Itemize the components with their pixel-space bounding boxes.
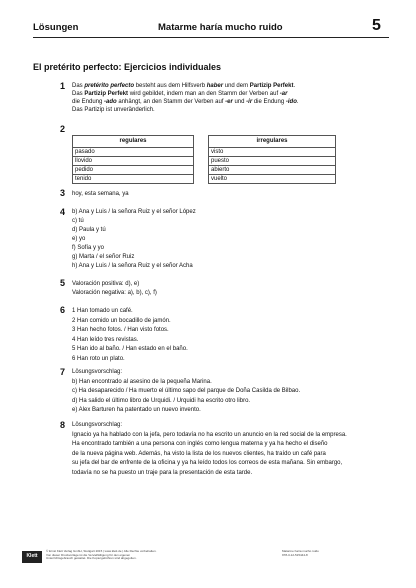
regulares-header: regulares bbox=[73, 136, 194, 148]
exercise-6-number: 6 bbox=[60, 305, 66, 315]
footer-reference: Matarme haría mucho ruido 978-3-12-515444-8 bbox=[282, 549, 319, 557]
list-item: 2 Han comido un bocadillo de jamón. bbox=[72, 317, 171, 324]
exercise-1-number: 1 bbox=[60, 81, 66, 91]
paragraph-line: Ha encontrado también a una persona con inglés como lengua materna y ya ha hecho el diseño bbox=[72, 441, 328, 448]
table-cell: vuelto bbox=[209, 175, 336, 184]
list-item: c) Ha desaparecido / Ha muerto el último sapo del parque de Doña Casilda de Bilbao. bbox=[72, 388, 301, 395]
exercise-7-number: 7 bbox=[60, 367, 66, 377]
table-cell: pasado bbox=[73, 148, 194, 157]
list-item: 5 Han ido al baño. / Han estado en el baño. bbox=[72, 346, 188, 353]
exercise-1-text: Das pretérito perfecto besteht aus dem Hilfsverb haber und dem Partizip Perfekt. Das Partizip Perfekt wird gebildet, indem man an den Stamm der Verben auf -ar die Endung -ado anhängt, an den Stamm der Verben auf -er und -ir die Endung -ido. Das Partizip ist unveränderlich. bbox=[72, 83, 299, 113]
exercise-8-text bbox=[72, 421, 347, 479]
irregulares-table bbox=[208, 135, 336, 184]
paragraph-line: Ignacio ya ha hablado con la jefa, pero todavía no ha escrito un anuncio en la red social de la empresa. bbox=[72, 431, 347, 438]
exercise-8-number: 8 bbox=[60, 420, 66, 430]
exercise-3-text: hoy, esta semana, ya bbox=[72, 191, 129, 197]
list-item: h) Ana y Luis / la señora Ruiz y el señor Acha bbox=[72, 263, 193, 269]
exercise-7-heading: Lösungsvorschlag: bbox=[72, 369, 123, 375]
exercise-5-list bbox=[72, 280, 157, 298]
exercise-7-list bbox=[72, 368, 300, 416]
list-item: 6 Han roto un plato. bbox=[72, 355, 125, 362]
table-cell: pedido bbox=[73, 166, 194, 175]
table-cell: visto bbox=[209, 148, 336, 157]
list-item: f) Sofía y yo bbox=[72, 245, 105, 251]
paragraph-line: todavía no se ha puesto un traje para la presentación de esta tarde. bbox=[72, 469, 253, 476]
paragraph-line: su jefa del bar de enfrente de la oficina y ya ha leído todos los correos de esta mañana. Sin embargo, bbox=[72, 460, 343, 467]
list-item: d) Ha salido el último libro de Urquidi. / Urquidi ha escrito otro libro. bbox=[72, 397, 251, 404]
list-item: e) Alex Barturen ha patentado un nuevo invento. bbox=[72, 407, 201, 414]
unit-number: 5 bbox=[372, 17, 381, 34]
header-rule bbox=[33, 37, 389, 38]
list-item: g) Marta / el señor Ruiz bbox=[72, 254, 135, 260]
list-item: 4 Han leído tres revistas. bbox=[72, 336, 139, 343]
exercise-6-list bbox=[72, 307, 188, 365]
list-item: c) tú bbox=[72, 218, 84, 224]
exercise-2-number: 2 bbox=[60, 124, 66, 134]
exercise-4-number: 4 bbox=[60, 207, 66, 217]
list-item: d) Paula y tú bbox=[72, 227, 106, 233]
exercise-5-number: 5 bbox=[60, 278, 66, 288]
list-item: Valoración negativa: a), b), c), f) bbox=[72, 290, 157, 296]
list-item: Valoración positiva: d), e) bbox=[72, 281, 140, 287]
exercise-3-number: 3 bbox=[60, 188, 66, 198]
list-item: 1 Han tomado un café. bbox=[72, 308, 133, 314]
klett-logo: Klett bbox=[22, 551, 42, 563]
table-cell: abierto bbox=[209, 166, 336, 175]
irregulares-header: irregulares bbox=[209, 136, 336, 148]
list-item: 3 Han hecho fotos. / Han visto fotos. bbox=[72, 327, 169, 334]
list-item: b) Han encontrado al asesino de la pequeña Marina. bbox=[72, 378, 212, 385]
regulares-table bbox=[72, 135, 194, 184]
table-cell: puesto bbox=[209, 157, 336, 166]
table-cell: tenido bbox=[73, 175, 194, 184]
exercise-4-list bbox=[72, 208, 196, 271]
exercise-8-heading: Lösungsvorschlag: bbox=[72, 422, 123, 428]
page-title: El pretérito perfecto: Ejercicios individuales bbox=[33, 62, 222, 72]
header-section: Lösungen bbox=[33, 22, 79, 33]
table-cell: llovido bbox=[73, 157, 194, 166]
header-title: Matarme haría mucho ruido bbox=[158, 22, 283, 33]
paragraph-line: de la nueva página web. Además, ha visto la lista de los nuevos clientes, ha traído un café para bbox=[72, 450, 326, 457]
list-item: b) Ana y Luis / la señora Ruiz y el señor López bbox=[72, 209, 196, 215]
footer-copyright: © Ernst Klett Verlag GmbH, Stuttgart 2015 | www.klett.de | Alle Rechte vorbehalten. Von dieser Druckvorlage ist die Vervielfältigung für den eigenen Unterrichtsgebrauch gestattet. Die Kopiergebühren sind abgegolten. bbox=[46, 549, 157, 561]
list-item: e) yo bbox=[72, 236, 86, 242]
